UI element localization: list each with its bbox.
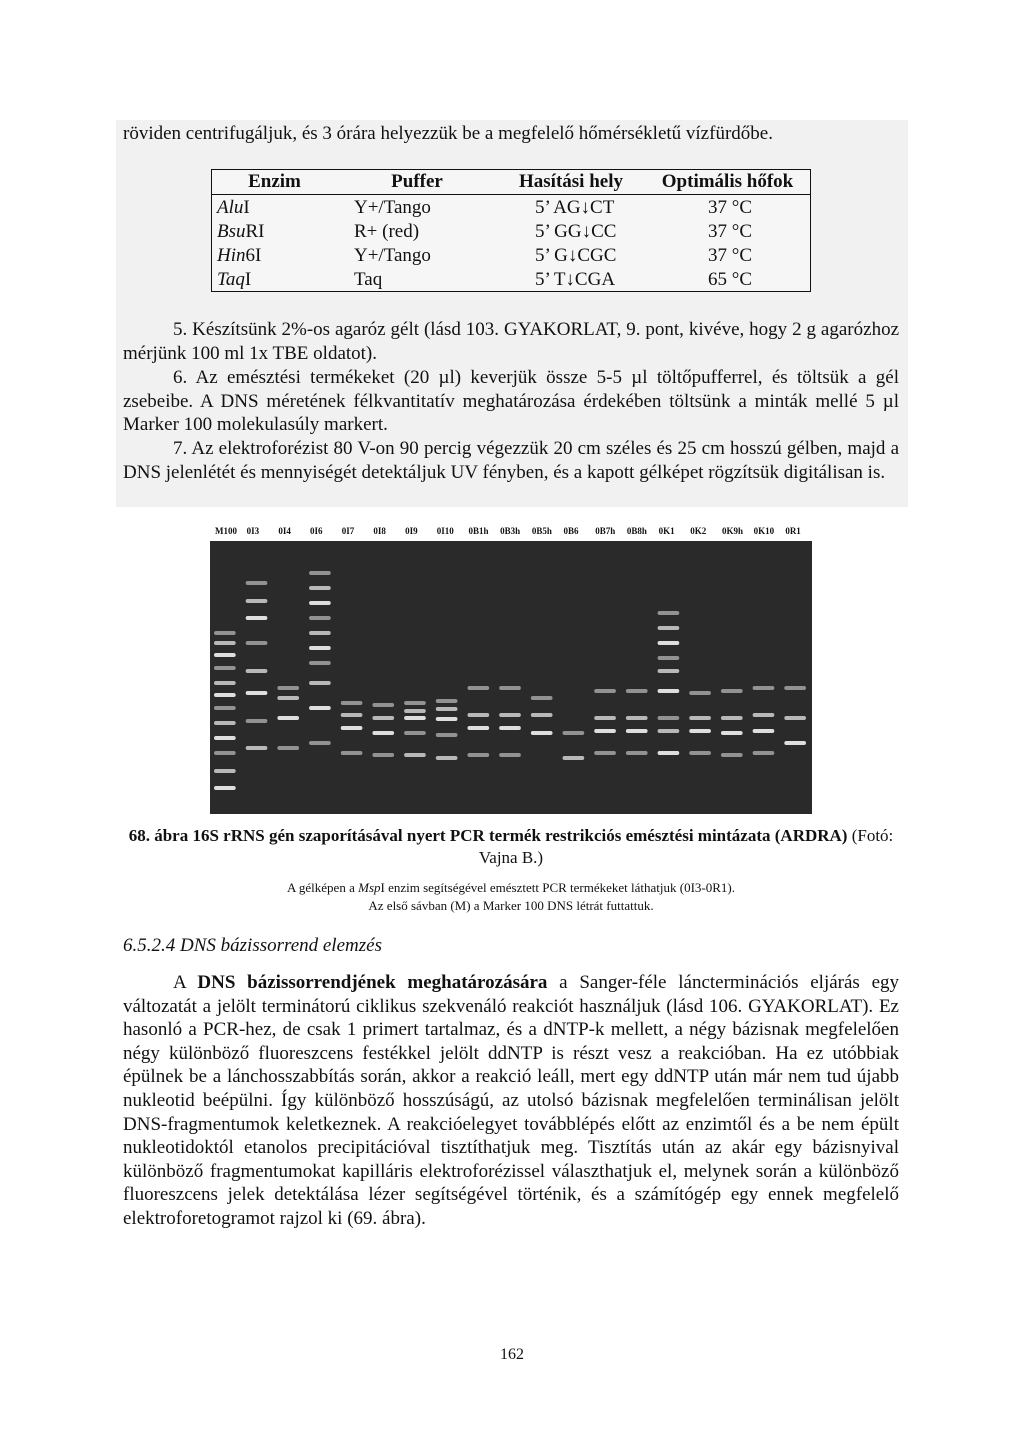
gel-band [341, 713, 363, 717]
gel-band [246, 581, 268, 585]
gel-band [658, 689, 680, 693]
buffer-cell: Y+/Tango [354, 196, 431, 218]
section-heading: 6.5.2.4 DNS bázissorrend elemzés [123, 935, 382, 956]
buffer-cell: R+ (red) [354, 220, 420, 242]
enzyme-table [212, 170, 810, 291]
lane-label: 0R1 [785, 526, 801, 536]
gel-image [210, 541, 812, 814]
gel-band [246, 719, 268, 723]
lane-label: 0I7 [341, 526, 355, 536]
gel-band [436, 717, 458, 721]
header-enzim: Enzim [212, 170, 337, 195]
gel-band [341, 701, 363, 705]
gel-band [246, 691, 268, 695]
gel-band [214, 666, 236, 670]
gel-band [309, 631, 331, 635]
temp-cell: 37 °C [707, 196, 753, 218]
figure-note [123, 879, 899, 915]
gel-band [214, 641, 236, 645]
lane-label: 0K9h [721, 526, 743, 536]
table-row [212, 243, 810, 267]
lane-label: 0I9 [405, 526, 418, 536]
gel-band [784, 716, 806, 720]
temp-cell: 37 °C [707, 220, 753, 242]
lane-label: 0K10 [753, 526, 775, 536]
figure-note-line-1: A gélképen a MspI enzim segítségével emésztett PCR termékeket láthatjuk (0I3-0R1). [286, 880, 736, 895]
header-hasitasi-hely: Hasítási hely [497, 170, 645, 195]
lane-label: 0B3h [500, 526, 521, 536]
gel-band [689, 729, 711, 733]
gel-band [594, 751, 616, 755]
lane-label: 0B8h [626, 526, 647, 536]
gel-band [658, 669, 680, 673]
gel-band [436, 733, 458, 737]
lane-label: 0B1h [468, 526, 489, 536]
figure-caption [123, 825, 899, 869]
header-puffer: Puffer [337, 170, 497, 195]
table-row [212, 219, 810, 243]
gel-band [467, 726, 489, 730]
figure-caption-credit: (Fotó: Vajna B.) [478, 826, 894, 867]
gel-band [246, 599, 268, 603]
gel-band [753, 713, 775, 717]
gel-band [214, 721, 236, 725]
temp-cell: 65 °C [707, 268, 753, 290]
gel-band [753, 751, 775, 755]
lane-label: 0K1 [658, 526, 675, 536]
enzyme-name: AluI [217, 196, 250, 218]
lane-label: 0I6 [310, 526, 323, 536]
enzyme-name: TaqI [217, 268, 252, 290]
lane-label: M100 [215, 526, 237, 536]
gel-band [404, 701, 426, 705]
gel-band [658, 626, 680, 630]
gel-band [658, 751, 680, 755]
gel-band [626, 716, 648, 720]
figure-note-line-2: Az első sávban (M) a Marker 100 DNS létrát futtattuk. [368, 898, 654, 913]
gel-lane-labels [213, 526, 813, 540]
gel-band [753, 686, 775, 690]
gel-band [246, 746, 268, 750]
gel-band [309, 681, 331, 685]
table-header-row [212, 170, 810, 195]
buffer-cell: Taq [354, 268, 383, 290]
gel-band [626, 729, 648, 733]
gel-band [277, 746, 299, 750]
site-cell: 5’ G↓CGC [535, 244, 617, 266]
step-5-text: 5. Készítsünk 2%-os agaróz gélt (lásd 103. GYAKORLAT, 9. pont, kivéve, hogy 2 g agarózhoz mérjünk 100 ml 1x TBE oldatot). [123, 319, 899, 364]
gel-band [309, 706, 331, 710]
gel-band [658, 729, 680, 733]
lane-label: 0I10 [436, 526, 454, 536]
gel-band [467, 686, 489, 690]
table-row [212, 267, 810, 291]
gel-band [531, 731, 553, 735]
gel-band [404, 709, 426, 713]
gel-band [689, 751, 711, 755]
gel-band [372, 716, 394, 720]
enzyme-name: Hin6I [217, 244, 262, 266]
gel-band [721, 753, 743, 757]
gel-band [246, 616, 268, 620]
gel-band [214, 786, 236, 790]
gel-band [784, 741, 806, 745]
lane-label: 0I3 [246, 526, 260, 536]
gel-band [594, 716, 616, 720]
gel-band [563, 731, 585, 735]
gel-band [214, 706, 236, 710]
gel-band [499, 713, 521, 717]
gel-band [214, 631, 236, 635]
temp-cell: 37 °C [707, 244, 753, 266]
intro-line: röviden centrifugáljuk, és 3 órára helyezzük be a megfelelő hőmérsékletű vízfürdőbe. [123, 123, 773, 144]
figure-caption-bold: 68. ábra 16S rRNS gén szaporításával nyert PCR termék restrikciós emésztési mintázata (ARDRA) [128, 826, 848, 845]
gel-band [214, 693, 236, 697]
gel-band [309, 601, 331, 605]
gel-band [689, 716, 711, 720]
header-optimalis-hofok: Optimális hőfok [645, 170, 810, 195]
gel-band [309, 586, 331, 590]
gel-band [753, 729, 775, 733]
gel-band [658, 716, 680, 720]
lane-label: 0B6 [563, 526, 579, 536]
gel-background [210, 541, 812, 814]
gel-band [658, 656, 680, 660]
gel-band [784, 686, 806, 690]
enzyme-table-frame [211, 169, 811, 292]
step-6-text: 6. Az emésztési termékeket (20 µl) keverjük össze 5-5 µl töltőpufferrel, és töltsük a gél zsebeibe. A DNS méretének félkvantitatív meghatározása érdekében töltsünk a minták mellé 5 µl Marker 100 molekulasúly markert. [123, 367, 899, 436]
gel-band [531, 696, 553, 700]
gel-band [214, 769, 236, 773]
gel-band [246, 669, 268, 673]
gel-band [341, 726, 363, 730]
gel-band [372, 703, 394, 707]
gel-band [658, 611, 680, 615]
gel-band [467, 713, 489, 717]
gel-band [436, 756, 458, 760]
site-cell: 5’ GG↓CC [535, 220, 617, 242]
gel-band [277, 696, 299, 700]
gel-band [309, 571, 331, 575]
gel-band [436, 707, 458, 711]
gel-band [594, 729, 616, 733]
gel-band [214, 736, 236, 740]
gel-band [309, 661, 331, 665]
buffer-cell: Y+/Tango [354, 244, 431, 266]
gel-band [214, 653, 236, 657]
gel-band [277, 716, 299, 720]
gel-band [499, 686, 521, 690]
gel-band [214, 751, 236, 755]
gel-band [721, 689, 743, 693]
gel-band [626, 751, 648, 755]
gel-band [372, 731, 394, 735]
gel-band [277, 686, 299, 690]
gel-band [658, 641, 680, 645]
gel-band [372, 753, 394, 757]
step-7-text: 7. Az elektroforézist 80 V-on 90 percig végezzük 20 cm széles és 25 cm hosszú gélben, majd a DNS jelenlétét és mennyiségét detektáljuk UV fényben, és a kapott gélképet rögzítsük digitálisan is. [123, 438, 899, 483]
gel-band [309, 616, 331, 620]
lane-label: 0B7h [595, 526, 616, 536]
gel-band [594, 689, 616, 693]
gel-band [246, 641, 268, 645]
gel-band [214, 681, 236, 685]
table-row [212, 195, 810, 220]
gel-band [341, 751, 363, 755]
gel-band [563, 756, 585, 760]
gel-band [309, 741, 331, 745]
site-cell: 5’ AG↓CT [535, 196, 615, 218]
lane-label: 0K2 [690, 526, 707, 536]
lane-label: 0I4 [278, 526, 291, 536]
gel-band [626, 689, 648, 693]
lane-label: 0B5h [531, 526, 552, 536]
gel-band [404, 753, 426, 757]
gel-band [531, 713, 553, 717]
gel-band [467, 753, 489, 757]
gel-band [404, 716, 426, 720]
gel-band [689, 691, 711, 695]
site-cell: 5’ T↓CGA [535, 268, 616, 290]
lane-label: 0I8 [373, 526, 386, 536]
page-number: 162 [500, 1346, 524, 1363]
gel-band [499, 753, 521, 757]
enzyme-name: BsuRI [217, 220, 265, 242]
body-paragraph: A DNS bázissorrendjének meghatározására a Sanger-féle láncterminációs eljárás egy változatát a jelölt terminátorú ciklikus szekvenáló reakciót használjuk (lásd 106. GYAKORLAT). Ez hasonló a PCR-hez, de csak 1 primert tartalmaz, és a dNTP-k mellett, a négy bázisnak megfelelően négy különböző fluoreszcens festékkel jelölt ddNTP is részt vesz a reakcióban. Ha ez utóbbiak épülnek be a lánchosszabbítás során, akkor a reakció leáll, mert egy ddNTP után már nem tud újabb nukleotid beépülni. Így különböző hosszúságú, az utolsó bázisnak megfelelően terminálisan jelölt DNS-fragmentumok keletkeznek. A reakcióelegyet továbblépés előtt az enzimtől és a be nem épült nukleotidoktól etanolos precipitációval tisztíthatjuk meg. Tisztítás után az akár egy bázisnyival különböző fragmentumokat kapilláris elektroforézissel választhatjuk el, melynek során a különböző fluoreszcens jelek detektálása lézer segítségével történik, és a számítógép egy ennek megfelelő elektroforetogramot rajzol ki (69. ábra). [123, 972, 900, 1229]
gel-band [721, 716, 743, 720]
gel-band [721, 731, 743, 735]
gel-band [309, 646, 331, 650]
gel-band [436, 699, 458, 703]
gel-band [404, 731, 426, 735]
gel-band [499, 726, 521, 730]
